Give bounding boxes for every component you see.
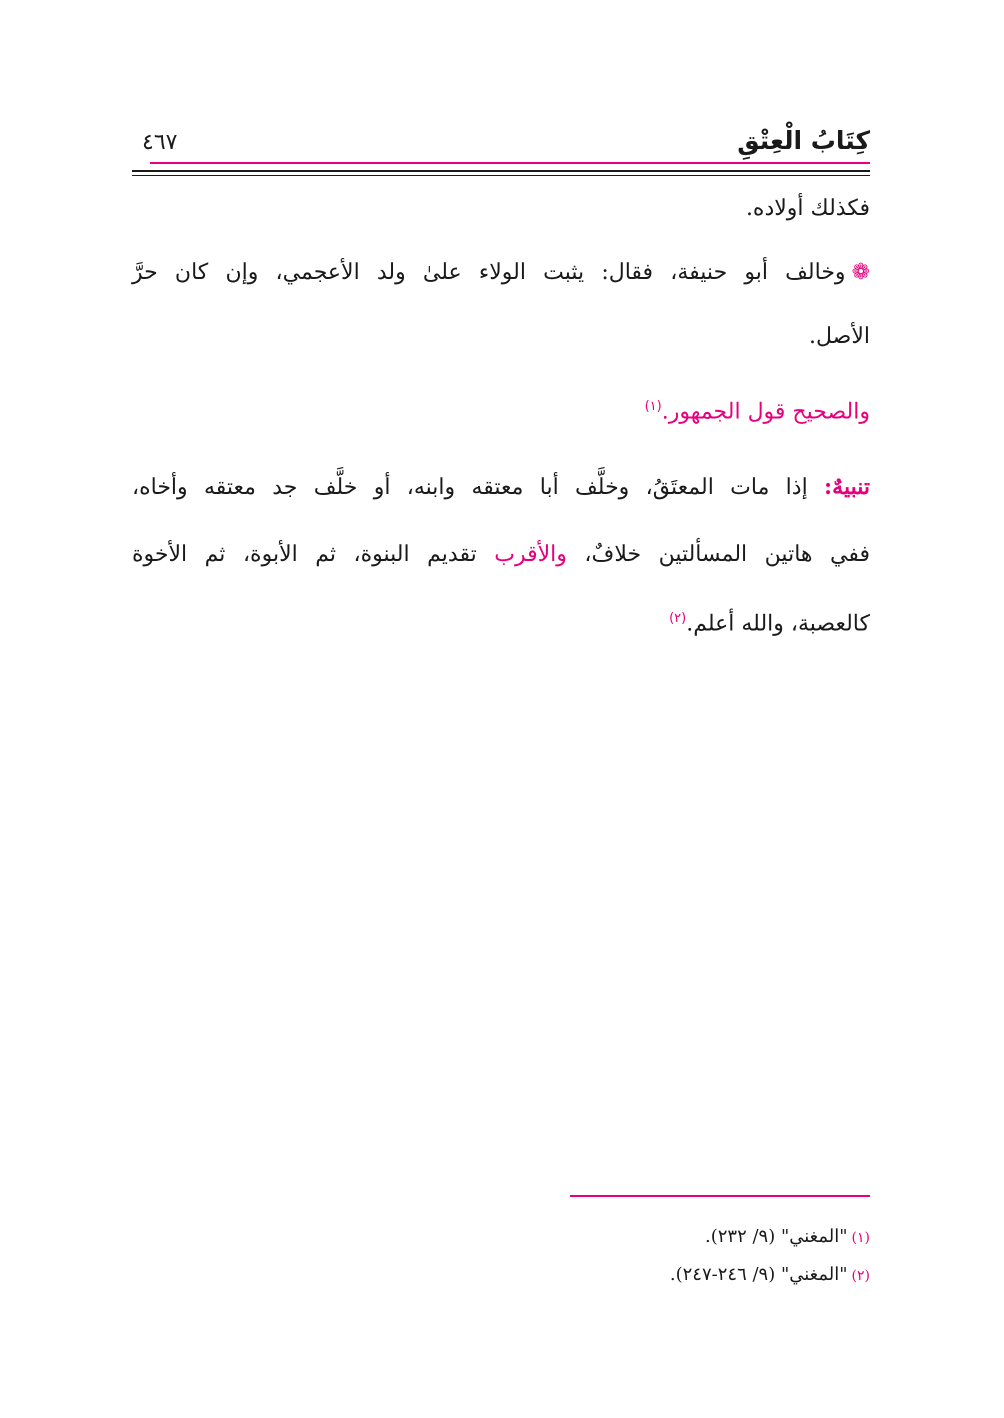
paragraph-2-line-1 xyxy=(132,242,870,304)
note-text-2b: تقديم البنوة، ثم الأبوة، ثم الأخوة xyxy=(132,542,477,567)
note-line-2 xyxy=(132,524,870,586)
verdict-text: والصحيح قول الجمهور. xyxy=(661,399,870,425)
flower-ornament-icon: ❁ xyxy=(851,260,870,285)
note-line-3 xyxy=(669,588,870,655)
paragraph-2-text: وخالف أبو حنيفة، فقال: يثبت الولاء علىٰ ولد الأعجمي، وإن كان حرَّ xyxy=(132,260,846,285)
header-rule-accent xyxy=(150,162,870,164)
page-number: ٤٦٧ xyxy=(142,130,178,155)
note-highlight: والأقرب xyxy=(494,542,567,567)
footnotes xyxy=(132,1218,870,1294)
header-rule-thin xyxy=(132,175,870,176)
note-text-2a: ففي هاتين المسألتين خلافٌ، xyxy=(584,542,871,567)
verdict-line xyxy=(645,376,870,443)
footnote-2-text: "المغني" (٩/ ٢٤٦-٢٤٧). xyxy=(669,1264,848,1285)
body-text xyxy=(132,178,870,658)
note-line-1 xyxy=(132,456,870,519)
note-label: تنبيهٌ: xyxy=(824,474,870,500)
footnote-1-text: "المغني" (٩/ ٢٣٢). xyxy=(704,1226,848,1247)
chapter-title: كِتَابُ الْعِتْقِ xyxy=(737,126,870,155)
footnote-1-number: (١) xyxy=(851,1230,870,1246)
footnote-ref-2: (٢) xyxy=(669,611,687,626)
footnote-ref-1: (١) xyxy=(644,399,662,414)
footnote-2 xyxy=(132,1256,870,1294)
paragraph-2-line-2: الأصل. xyxy=(809,324,870,349)
footnote-1 xyxy=(132,1218,870,1256)
footnote-separator xyxy=(570,1195,870,1197)
header-rule-thick xyxy=(132,170,870,172)
page-header xyxy=(132,122,870,162)
body-line-1: فكذلك أولاده. xyxy=(745,196,870,221)
note-text-3: كالعصبة، والله أعلم. xyxy=(686,611,870,637)
note-text-1: إذا مات المعتَقُ، وخلَّف أبا معتقه وابنه، أو خلَّف جد معتقه وأخاه، xyxy=(132,475,808,500)
footnote-2-number: (٢) xyxy=(851,1268,870,1284)
